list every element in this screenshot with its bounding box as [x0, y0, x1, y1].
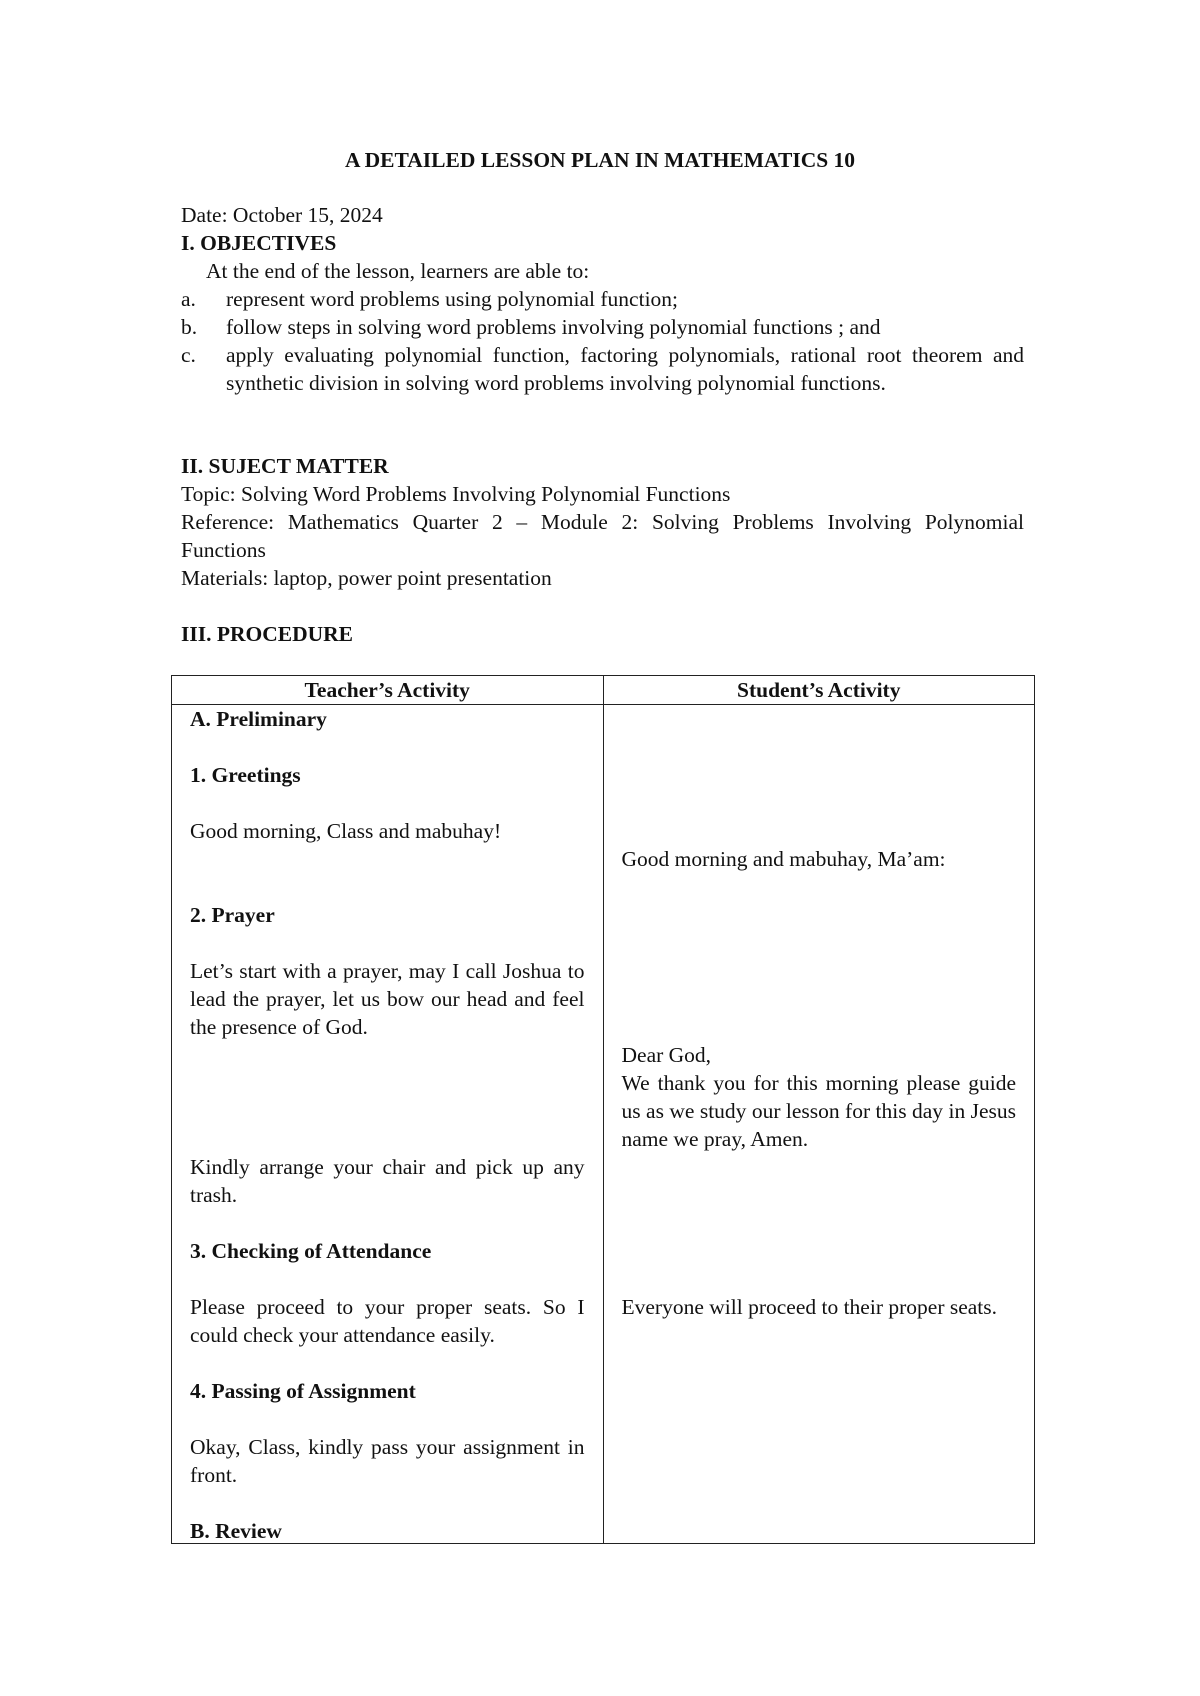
student-column-header: Student’s Activity	[603, 676, 1035, 705]
teacher-activity-cell	[172, 705, 604, 1544]
subject-reference: Reference: Mathematics Quarter 2 – Module 2: Solving Problems Involving Polynomial Functions	[181, 510, 1024, 562]
lesson-date: Date: October 15, 2024	[181, 203, 383, 227]
procedure-heading: III. PROCEDURE	[181, 622, 354, 646]
objectives-heading: I. OBJECTIVES	[181, 231, 337, 255]
teacher-greeting: Good morning, Class and mabuhay!	[190, 819, 502, 843]
preliminary-heading: A. Preliminary	[190, 707, 327, 731]
subject-materials: Materials: laptop, power point presentation	[181, 566, 552, 590]
objective-text: represent word problems using polynomial function;	[226, 287, 679, 311]
teacher-arrange-instruction: Kindly arrange your chair and pick up any trash.	[190, 1155, 585, 1207]
greetings-heading: 1. Greetings	[190, 763, 301, 787]
objective-marker: b.	[181, 315, 198, 339]
attendance-heading: 3. Checking of Attendance	[190, 1239, 432, 1263]
teacher-assignment-instruction: Okay, Class, kindly pass your assignment in front.	[190, 1435, 585, 1487]
objective-item	[181, 341, 1024, 397]
objective-text: apply evaluating polynomial function, factoring polynomials, rational root theorem and synthetic division in solving word problems involving polynomial functions.	[226, 343, 1024, 395]
assignment-heading: 4. Passing of Assignment	[190, 1379, 416, 1403]
teacher-column-header: Teacher’s Activity	[172, 676, 604, 705]
teacher-prayer-instruction: Let’s start with a prayer, may I call Joshua to lead the prayer, let us bow our head and feel the presence of God.	[190, 959, 585, 1039]
subject-matter-heading: II. SUJECT MATTER	[181, 454, 389, 478]
subject-topic: Topic: Solving Word Problems Involving Polynomial Functions	[181, 482, 731, 506]
student-prayer-opening: Dear God,	[621, 1043, 712, 1067]
objective-item	[181, 313, 1024, 341]
objective-marker: c.	[181, 343, 196, 367]
procedure-table	[171, 675, 1035, 1544]
objective-marker: a.	[181, 287, 196, 311]
prayer-heading: 2. Prayer	[190, 903, 275, 927]
objective-item	[181, 285, 1024, 313]
objective-text: follow steps in solving word problems involving polynomial functions ; and	[226, 315, 881, 339]
review-heading: B. Review	[190, 1519, 282, 1543]
procedure-body-row	[172, 705, 1035, 1544]
document-title: A DETAILED LESSON PLAN IN MATHEMATICS 10	[344, 148, 856, 172]
teacher-attendance-instruction: Please proceed to your proper seats. So I could check your attendance easily.	[190, 1295, 585, 1347]
student-activity-cell	[603, 705, 1035, 1544]
student-greeting-reply: Good morning and mabuhay, Ma’am:	[621, 847, 946, 871]
student-prayer-body: We thank you for this morning please guide us as we study our lesson for this day in Jesus name we pray, Amen.	[621, 1071, 1016, 1151]
student-seats-reply: Everyone will proceed to their proper seats.	[621, 1295, 998, 1319]
objectives-list	[181, 285, 1024, 397]
procedure-header-row	[172, 676, 1035, 705]
objectives-intro: At the end of the lesson, learners are able to:	[206, 259, 590, 283]
